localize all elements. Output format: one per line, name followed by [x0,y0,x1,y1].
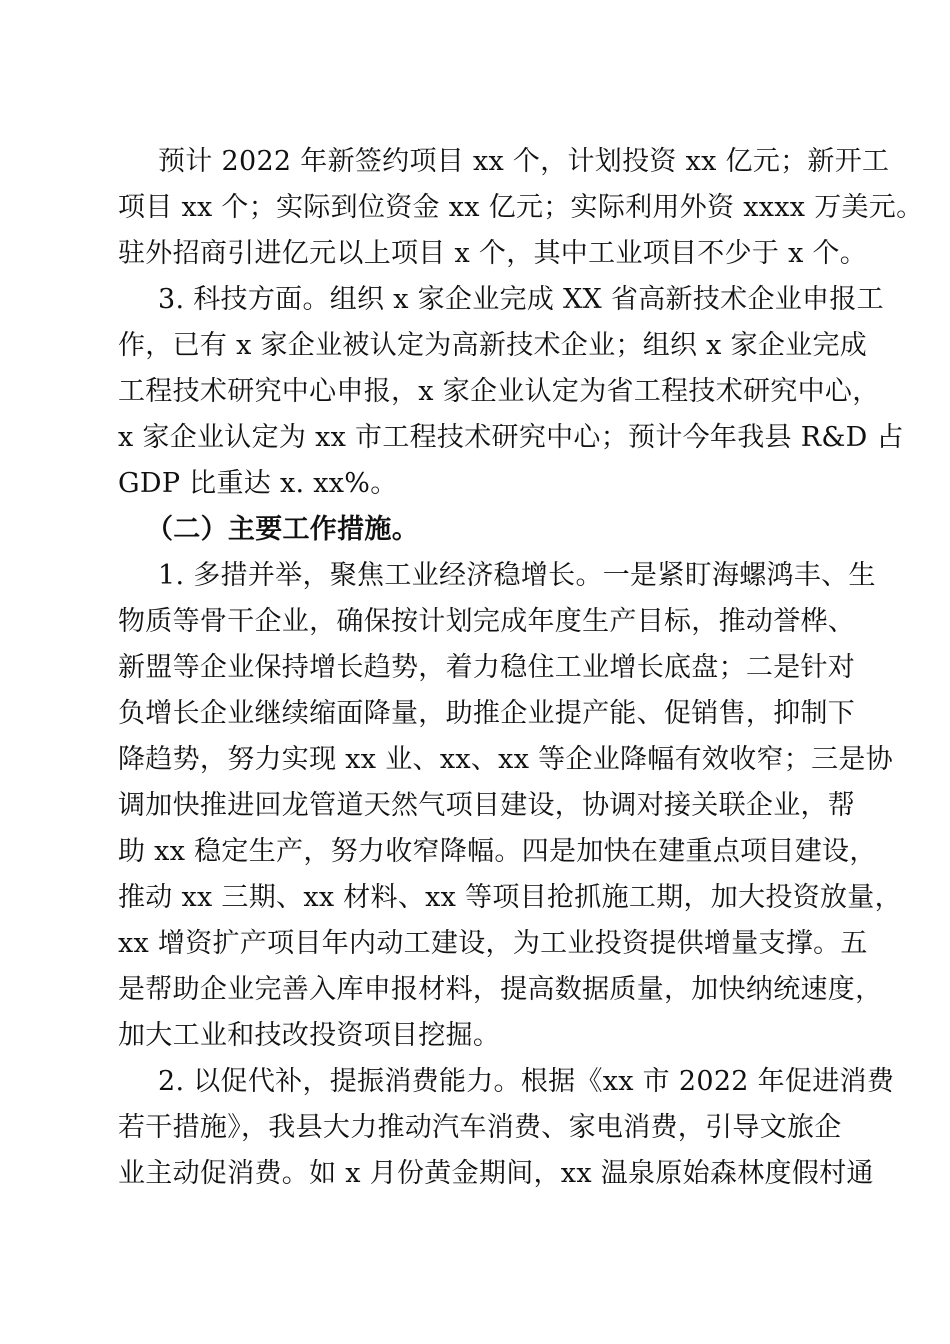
text-line: 业主动促消费。如 x 月份黄金期间，xx 温泉原始森林度假村通 [118,1158,874,1189]
text-line: 1. 多措并举，聚焦工业经济稳增长。一是紧盯海螺鸿丰、生 [158,560,876,591]
section-heading: （二）主要工作措施。 [146,514,419,545]
text-line: 加大工业和技改投资项目挖掘。 [118,1020,501,1051]
text-line: 新盟等企业保持增长趋势，着力稳住工业增长底盘；二是针对 [118,652,856,683]
text-line: 若干措施》，我县大力推动汽车消费、家电消费，引导文旅企 [118,1112,842,1143]
text-line: x 家企业认定为 xx 市工程技术研究中心；预计今年我县 R&D 占 [118,422,904,453]
text-line: 预计 2022 年新签约项目 xx 个，计划投资 xx 亿元；新开工 [158,146,890,177]
text-line: 作，已有 x 家企业被认定为高新技术企业；组织 x 家企业完成 [118,330,868,361]
text-line: 推动 xx 三期、xx 材料、xx 等项目抢抓施工期，加大投资放量， [118,882,902,913]
text-line: 驻外招商引进亿元以上项目 x 个，其中工业项目不少于 x 个。 [118,238,868,269]
text-line: 负增长企业继续缩面降量，助推企业提产能、促销售，抑制下 [118,698,856,729]
text-line: 3. 科技方面。组织 x 家企业完成 XX 省高新技术企业申报工 [158,284,884,315]
text-line: 降趋势，努力实现 xx 业、xx、xx 等企业降幅有效收窄；三是协 [118,744,894,775]
text-line: 助 xx 稳定生产，努力收窄降幅。四是加快在建重点项目建设， [118,836,877,867]
text-line: 物质等骨干企业，确保按计划完成年度生产目标，推动誉桦、 [118,606,856,637]
text-line: 项目 xx 个；实际到位资金 xx 亿元；实际利用外资 xxxx 万美元。 [118,192,924,223]
text-line: 工程技术研究中心申报，x 家企业认定为省工程技术研究中心， [118,376,880,407]
text-line: GDP 比重达 x. xx%。 [118,468,398,499]
text-line: xx 增资扩产项目年内动工建设，为工业投资提供增量支撑。五 [118,928,868,959]
text-line: 2. 以促代补，提振消费能力。根据《xx 市 2022 年促进消费 [158,1066,895,1097]
text-line: 调加快推进回龙管道天然气项目建设，协调对接关联企业，帮 [118,790,856,821]
text-line: 是帮助企业完善入库申报材料，提高数据质量，加快纳统速度， [118,974,883,1005]
